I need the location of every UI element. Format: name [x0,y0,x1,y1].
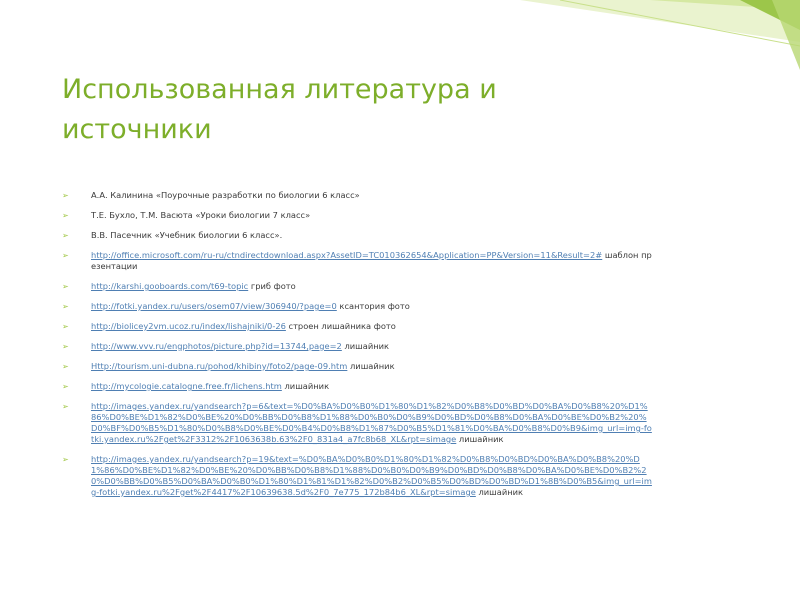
reference-text: гриб фото [248,281,296,291]
corner-shape-light [520,0,800,42]
list-item [62,401,652,445]
reference-link[interactable]: http://images.yandex.ru/yandsearch?p=6&text=%D0%BA%D0%B0%D1%80%D1%82%D0%B8%D0%BD%D0%BA%D0%B8%20%D1%86%D0%BE%D1%82%D0%BE%20%D0%BB%D0%B8%D1%88%D0%B0%D0%B9%D0%BD%D0%B8%D0%BA%D0%BE%D0%B2%20%D0%BF%D0%B5%D1%80%D0%B8%D0%BE%D0%B4%D0%B8%D1%87%D0%B5%D1%81%D0%BA%D0%B8%D0%B9&img_url=img-fotki.yandex.ru%2Fget%2F3312%2F1063638b.63%2F0_831a4_a7fc8b68_XL&rpt=simage [91,401,652,444]
reference-text: ксантория фото [336,301,410,311]
list-item [62,301,652,312]
list-item [62,281,652,292]
title-line-2: источники [62,114,212,146]
list-item [62,341,652,352]
corner-shape-accent [772,0,800,70]
list-item [62,454,652,498]
arrowhead-icon: ➢ [62,231,69,240]
arrowhead-icon: ➢ [62,362,69,371]
title-line-1: Использованная литература и [62,74,497,106]
list-item [62,381,652,392]
reference-link[interactable]: http://bioliceу2vm.ucoz.ru/index/lishajniki/0-26 [91,321,286,331]
reference-text: лишайник [347,361,395,371]
reference-text: лишайник [281,381,330,391]
arrowhead-icon: ➢ [62,342,69,351]
reference-text: В.В. Пасечник «Учебник биологии 6 класс». [91,230,283,240]
reference-text: лишайник [341,341,390,351]
reference-link[interactable]: http://karshi.gooboards.com/t69-topic [91,281,249,291]
arrowhead-icon: ➢ [62,251,69,260]
reference-text: Т.Е. Бухло, Т.М. Васюта «Уроки биологии 7 класс» [91,210,311,220]
reference-link[interactable]: Http://tourism.uni-dubna.ru/pohod/khibiny/foto2/page-09.htm [91,361,348,371]
slide-title [62,70,622,150]
reference-text: строен лишайника фото [285,321,396,331]
arrowhead-icon: ➢ [62,402,69,411]
reference-text: лишайник [475,487,524,497]
references-list [62,190,652,507]
reference-text: А.А. Калинина «Поурочные разработки по биологии 6 класс» [91,190,360,200]
arrowhead-icon: ➢ [62,382,69,391]
list-item [62,210,652,221]
arrowhead-icon: ➢ [62,455,69,464]
reference-link[interactable]: http://fotki.yandex.ru/users/osem07/view/306940/?page=0 [91,301,337,311]
reference-text: шаблон презентации [91,250,652,271]
arrowhead-icon: ➢ [62,191,69,200]
arrowhead-icon: ➢ [62,211,69,220]
reference-link[interactable]: http://images.yandex.ru/yandsearch?p=19&text=%D0%BA%D0%B0%D1%80%D1%82%D0%B8%D0%BD%D0%BA%D0%B8%20%D1%86%D0%BE%D1%82%D0%BE%20%D0%BB%D0%B8%D1%88%D0%B0%D0%B9%D0%BD%D0%B8%D0%BA%D0%BE%D0%B2%20%D0%BB%D0%B5%D0%BA%D0%B0%D1%80%D1%81%D1%82%D0%B2%D0%B5%D0%BD%D0%BD%D1%8B%D0%B5&img_url=img-fotki.yandex.ru%2Fget%2F4417%2F10639638.5d%2F0_7e775_172b84b6_XL&rpt=simage [91,454,652,497]
list-item [62,361,652,372]
corner-line [560,0,800,46]
corner-shape-mid [650,0,800,10]
list-item [62,250,652,272]
arrowhead-icon: ➢ [62,322,69,331]
reference-link[interactable]: http://www.vvv.ru/engphotos/picture.php?id=13744,page=2 [91,341,342,351]
arrowhead-icon: ➢ [62,282,69,291]
list-item [62,230,652,241]
corner-shape-dark [740,0,800,30]
list-item [62,321,652,332]
reference-text: лишайник [456,434,504,444]
reference-link[interactable]: http://office.microsoft.com/ru-ru/ctndirectdownload.aspx?AssetID=TC010362654&Application=PP&Version=11&Result=2# [91,250,603,260]
arrowhead-icon: ➢ [62,302,69,311]
list-item [62,190,652,201]
reference-link[interactable]: http://mycologie.catalogne.free.fr/lichens.htm [91,381,282,391]
